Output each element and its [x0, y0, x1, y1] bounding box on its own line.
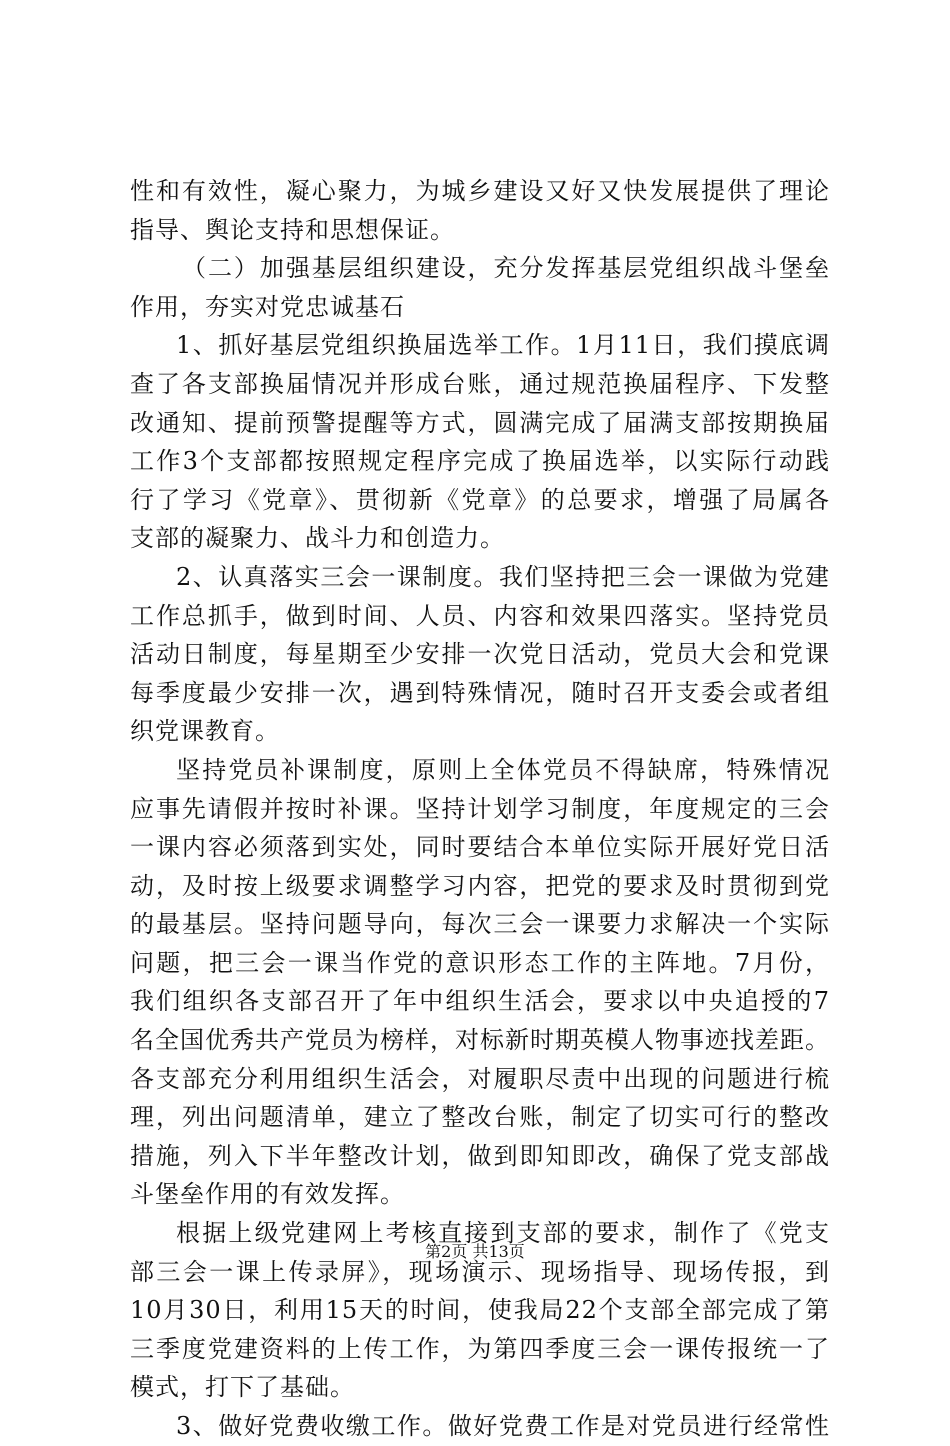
- text-line: 坚持党员补课制度，原则上全体党员不得缺席，特殊情况: [176, 755, 830, 784]
- text-line: 活动日制度，每星期至少安排一次党日活动，党员大会和党课: [130, 640, 830, 669]
- text-line: 措施，列入下半年整改计划，做到即知即改，确保了党支部战: [130, 1141, 830, 1170]
- text-line: 织党课教育。: [130, 717, 280, 746]
- text-line: 3、做好党费收缴工作。做好党费工作是对党员进行经常性: [176, 1412, 830, 1440]
- text-line: 理，列出问题清单，建立了整改台账，制定了切实可行的整改: [130, 1103, 830, 1132]
- text-line: 应事先请假并按时补课。坚持计划学习制度，年度规定的三会: [130, 794, 830, 823]
- text-line: 的最基层。坚持问题导向，每次三会一课要力求解决一个实际: [130, 910, 830, 939]
- text-line: 一课内容必须落到实处，同时要结合本单位实际开展好党日活: [130, 833, 830, 862]
- text-line: 10月30日，利用15天的时间，使我局22个支部全部完成了第: [130, 1296, 830, 1325]
- text-line: 斗堡垒作用的有效发挥。: [130, 1180, 405, 1209]
- text-line: 工作3个支部都按照规定程序完成了换届选举，以实际行动践: [130, 447, 830, 476]
- text-line: 各支部充分利用组织生活会，对履职尽责中出现的问题进行梳: [130, 1064, 830, 1093]
- text-line: 问题，把三会一课当作党的意识形态工作的主阵地。7月份，: [130, 948, 830, 977]
- text-line: 动，及时按上级要求调整学习内容，把党的要求及时贯彻到党: [130, 871, 830, 900]
- text-line: 工作总抓手，做到时间、人员、内容和效果四落实。坚持党员: [130, 601, 830, 630]
- text-line: 行了学习《党章》、贯彻新《党章》的总要求，增强了局属各: [130, 485, 830, 514]
- text-line: 三季度党建资料的上传工作，为第四季度三会一课传报统一了: [130, 1334, 830, 1363]
- text-line: 改通知、提前预警提醒等方式，圆满完成了届满支部按期换届: [130, 408, 830, 437]
- text-line: 1、抓好基层党组织换届选举工作。1月11日，我们摸底调: [176, 331, 830, 360]
- text-line: 支部的凝聚力、战斗力和创造力。: [130, 524, 505, 553]
- text-line: 根据上级党建网上考核直接到支部的要求，制作了《党支: [176, 1219, 830, 1248]
- text-line: 模式，打下了基础。: [130, 1373, 355, 1402]
- text-line: 部三会一课上传录屏》，现场演示、现场指导、现场传报，到: [130, 1257, 830, 1286]
- text-line: 查了各支部换届情况并形成台账，通过规范换届程序、下发整: [130, 369, 830, 398]
- section-heading-line: 作用，夯实对党忠诚基石: [130, 292, 405, 321]
- text-line: 性和有效性，凝心聚力，为城乡建设又好又快发展提供了理论: [130, 177, 830, 205]
- text-line: 每季度最少安排一次，遇到特殊情况，随时召开支委会或者组: [130, 678, 830, 707]
- text-line: 指导、舆论支持和思想保证。: [130, 215, 455, 244]
- text-line: 名全国优秀共产党员为榜样，对标新时期英模人物事迹找差距。: [130, 1026, 830, 1055]
- text-line: 2、认真落实三会一课制度。我们坚持把三会一课做为党建: [176, 562, 830, 591]
- section-heading-line: （二）加强基层组织建设，充分发挥基层党组织战斗堡垒: [182, 254, 830, 283]
- text-line: 我们组织各支部召开了年中组织生活会，要求以中央追授的7: [130, 987, 830, 1016]
- page-number-footer: 第2页 共13页: [425, 1242, 525, 1261]
